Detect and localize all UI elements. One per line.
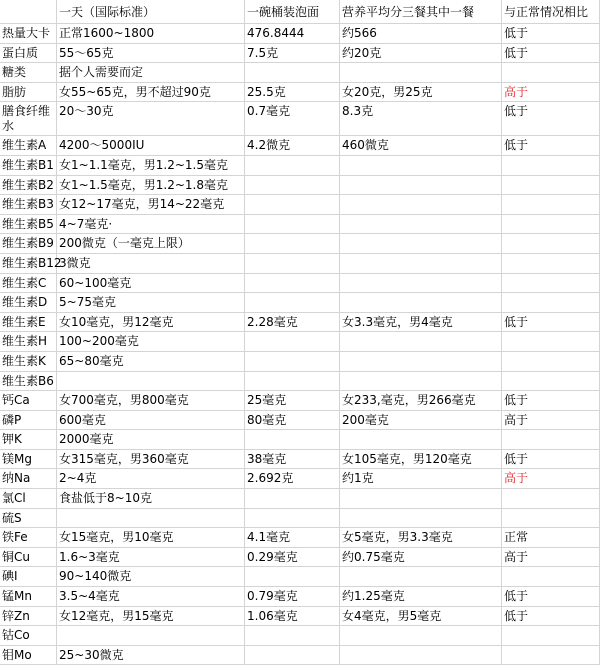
cell-1[interactable]: 女315毫克，男360毫克 <box>57 450 245 470</box>
cell-1[interactable]: 女700毫克，男800毫克 <box>57 391 245 411</box>
cell-2[interactable]: 38毫克 <box>245 450 340 470</box>
cell-2[interactable] <box>245 646 340 665</box>
cell-3[interactable]: 约1.25毫克 <box>340 587 502 607</box>
cell-1[interactable] <box>57 372 245 392</box>
cell-0[interactable]: 热量大卡 <box>0 24 57 44</box>
cell-0[interactable]: 钙Ca <box>0 391 57 411</box>
cell-4[interactable]: 正常 <box>502 528 600 548</box>
cell-1[interactable]: 55～65克 <box>57 44 245 64</box>
cell-4[interactable] <box>502 195 600 215</box>
cell-3[interactable] <box>340 646 502 665</box>
cell-1[interactable]: 女12毫克，男15毫克 <box>57 607 245 627</box>
table-row <box>0 44 600 64</box>
cell-4[interactable] <box>502 176 600 196</box>
cell-4[interactable] <box>502 63 600 83</box>
cell-1[interactable] <box>57 626 245 646</box>
cell-3[interactable] <box>340 274 502 294</box>
cell-0[interactable]: 维生素B6 <box>0 372 57 392</box>
cell-1[interactable]: 女10毫克，男12毫克 <box>57 313 245 333</box>
cell-1[interactable] <box>57 509 245 529</box>
cell-1[interactable]: 正常1600~1800 <box>57 24 245 44</box>
cell-2[interactable]: 0.29毫克 <box>245 548 340 568</box>
cell-0[interactable]: 铜Cu <box>0 548 57 568</box>
cell-4[interactable] <box>502 509 600 529</box>
cell-1[interactable]: 90~140微克 <box>57 567 245 587</box>
table-row <box>0 469 600 489</box>
cell-2[interactable]: 25毫克 <box>245 391 340 411</box>
cell-2[interactable]: 4.2微克 <box>245 136 340 156</box>
table-row <box>0 176 600 196</box>
table-row <box>0 254 600 274</box>
cell-0[interactable]: 蛋白质 <box>0 44 57 64</box>
cell-2[interactable] <box>245 234 340 254</box>
table-row <box>0 195 600 215</box>
cell-2[interactable] <box>245 176 340 196</box>
cell-3[interactable]: 约0.75毫克 <box>340 548 502 568</box>
cell-0[interactable]: 锌Zn <box>0 607 57 627</box>
cell-0[interactable]: 硫S <box>0 509 57 529</box>
cell-1[interactable]: 女15毫克，男10毫克 <box>57 528 245 548</box>
cell-1[interactable]: 100~200毫克 <box>57 332 245 352</box>
cell-1[interactable]: 4~7毫克· <box>57 215 245 235</box>
cell-1[interactable]: 2000毫克 <box>57 430 245 450</box>
header-cell-4[interactable]: 与正常情况相比 <box>502 0 600 24</box>
cell-1[interactable]: 据个人需要而定 <box>57 63 245 83</box>
cell-3[interactable] <box>340 352 502 372</box>
cell-4[interactable]: 低于 <box>502 607 600 627</box>
cell-3[interactable]: 女233,毫克，男266毫克 <box>340 391 502 411</box>
table-row <box>0 313 600 333</box>
cell-4[interactable]: 低于 <box>502 136 600 156</box>
table-row <box>0 274 600 294</box>
table-row <box>0 607 600 627</box>
cell-2[interactable]: 80毫克 <box>245 411 340 431</box>
cell-2[interactable] <box>245 254 340 274</box>
cell-3[interactable] <box>340 254 502 274</box>
cell-2[interactable] <box>245 293 340 313</box>
cell-2[interactable]: 25.5克 <box>245 83 340 103</box>
cell-4[interactable] <box>502 430 600 450</box>
table-row <box>0 83 600 103</box>
cell-2[interactable] <box>245 567 340 587</box>
cell-0[interactable]: 维生素B1 <box>0 156 57 176</box>
cell-3[interactable]: 8.3克 <box>340 102 502 136</box>
cell-4[interactable]: 低于 <box>502 102 600 136</box>
table-row <box>0 136 600 156</box>
cell-0[interactable]: 钾K <box>0 430 57 450</box>
cell-1[interactable]: 600毫克 <box>57 411 245 431</box>
cell-4[interactable] <box>502 332 600 352</box>
cell-0[interactable]: 维生素B2 <box>0 176 57 196</box>
cell-3[interactable] <box>340 63 502 83</box>
cell-4[interactable] <box>502 274 600 294</box>
cell-0[interactable]: 膳食纤维水 <box>0 102 57 136</box>
cell-1[interactable]: 3.5~4毫克 <box>57 587 245 607</box>
cell-0[interactable]: 维生素E <box>0 313 57 333</box>
cell-0[interactable]: 维生素H <box>0 332 57 352</box>
cell-3[interactable] <box>340 509 502 529</box>
cell-3[interactable] <box>340 372 502 392</box>
cell-4[interactable]: 低于 <box>502 450 600 470</box>
cell-2[interactable] <box>245 332 340 352</box>
cell-3[interactable]: 女4毫克，男5毫克 <box>340 607 502 627</box>
table-row <box>0 587 600 607</box>
header-cell-2[interactable]: 一碗桶装泡面 <box>245 0 340 24</box>
header-cell-0[interactable] <box>0 0 57 24</box>
cell-3[interactable] <box>340 293 502 313</box>
cell-2[interactable]: 7.5克 <box>245 44 340 64</box>
cell-0[interactable]: 糖类 <box>0 63 57 83</box>
cell-0[interactable]: 维生素D <box>0 293 57 313</box>
table-row <box>0 352 600 372</box>
cell-1[interactable]: 3微克 <box>57 254 245 274</box>
cell-3[interactable]: 女105毫克，男120毫克 <box>340 450 502 470</box>
cell-3[interactable]: 约20克 <box>340 44 502 64</box>
cell-2[interactable]: 0.7毫克 <box>245 102 340 136</box>
cell-1[interactable]: 200微克（一毫克上限） <box>57 234 245 254</box>
table-row <box>0 63 600 83</box>
table-row <box>0 234 600 254</box>
table-row <box>0 430 600 450</box>
table-row <box>0 528 600 548</box>
cell-1[interactable]: 25~30微克 <box>57 646 245 665</box>
cell-3[interactable] <box>340 626 502 646</box>
cell-3[interactable]: 200毫克 <box>340 411 502 431</box>
table-row <box>0 626 600 646</box>
cell-0[interactable]: 维生素A <box>0 136 57 156</box>
cell-3[interactable]: 460微克 <box>340 136 502 156</box>
cell-4[interactable] <box>502 646 600 665</box>
cell-2[interactable] <box>245 352 340 372</box>
cell-2[interactable]: 476.8444 <box>245 24 340 44</box>
cell-1[interactable]: 4200～5000IU <box>57 136 245 156</box>
cell-2[interactable] <box>245 195 340 215</box>
cell-2[interactable]: 1.06毫克 <box>245 607 340 627</box>
cell-2[interactable]: 4.1毫克 <box>245 528 340 548</box>
cell-2[interactable] <box>245 626 340 646</box>
cell-0[interactable]: 维生素K <box>0 352 57 372</box>
cell-2[interactable] <box>245 509 340 529</box>
table-row <box>0 411 600 431</box>
cell-2[interactable] <box>245 489 340 509</box>
cell-4[interactable] <box>502 293 600 313</box>
cell-3[interactable] <box>340 215 502 235</box>
table-row <box>0 24 600 44</box>
cell-1[interactable]: 20～30克 <box>57 102 245 136</box>
header-row <box>0 0 600 24</box>
cell-4[interactable]: 高于 <box>502 469 600 489</box>
cell-4[interactable]: 高于 <box>502 548 600 568</box>
cell-3[interactable] <box>340 156 502 176</box>
cell-4[interactable]: 高于 <box>502 83 600 103</box>
cell-1[interactable]: 食盐低于8~10克 <box>57 489 245 509</box>
table-row <box>0 102 600 136</box>
cell-2[interactable]: 2.692克 <box>245 469 340 489</box>
table-row <box>0 548 600 568</box>
cell-0[interactable]: 维生素C <box>0 274 57 294</box>
cell-0[interactable]: 维生素B3 <box>0 195 57 215</box>
table-row <box>0 156 600 176</box>
cell-3[interactable] <box>340 195 502 215</box>
cell-2[interactable] <box>245 63 340 83</box>
cell-3[interactable]: 约566 <box>340 24 502 44</box>
table-row <box>0 489 600 509</box>
table-row <box>0 293 600 313</box>
cell-4[interactable] <box>502 156 600 176</box>
cell-2[interactable] <box>245 372 340 392</box>
cell-1[interactable]: 女12~17毫克，男14~22毫克 <box>57 195 245 215</box>
cell-1[interactable]: 1.6~3毫克 <box>57 548 245 568</box>
cell-0[interactable]: 维生素B12 <box>0 254 57 274</box>
cell-4[interactable] <box>502 352 600 372</box>
table-row <box>0 450 600 470</box>
cell-4[interactable] <box>502 234 600 254</box>
cell-0[interactable]: 脂肪 <box>0 83 57 103</box>
cell-0[interactable]: 纳Na <box>0 469 57 489</box>
cell-3[interactable]: 女3.3毫克，男4毫克 <box>340 313 502 333</box>
cell-3[interactable]: 女5毫克，男3.3毫克 <box>340 528 502 548</box>
cell-0[interactable]: 铁Fe <box>0 528 57 548</box>
cell-3[interactable] <box>340 567 502 587</box>
cell-3[interactable] <box>340 430 502 450</box>
cell-4[interactable] <box>502 254 600 274</box>
cell-0[interactable]: 维生素B9 <box>0 234 57 254</box>
cell-0[interactable]: 锰Mn <box>0 587 57 607</box>
cell-4[interactable]: 低于 <box>502 391 600 411</box>
cell-1[interactable]: 5~75毫克 <box>57 293 245 313</box>
cell-4[interactable] <box>502 372 600 392</box>
table-row <box>0 391 600 411</box>
cell-2[interactable] <box>245 156 340 176</box>
cell-0[interactable]: 氯Cl <box>0 489 57 509</box>
table-row <box>0 567 600 587</box>
cell-1[interactable]: 女55~65克，男不超过90克 <box>57 83 245 103</box>
cell-4[interactable]: 低于 <box>502 313 600 333</box>
cell-4[interactable]: 低于 <box>502 44 600 64</box>
cell-0[interactable]: 磷P <box>0 411 57 431</box>
cell-3[interactable] <box>340 176 502 196</box>
cell-1[interactable]: 女1~1.5毫克，男1.2~1.8毫克 <box>57 176 245 196</box>
cell-3[interactable]: 约1克 <box>340 469 502 489</box>
header-cell-3[interactable]: 营养平均分三餐其中一餐 <box>340 0 502 24</box>
cell-0[interactable]: 钴Co <box>0 626 57 646</box>
cell-1[interactable]: 60~100毫克 <box>57 274 245 294</box>
cell-1[interactable]: 2~4克 <box>57 469 245 489</box>
table-row <box>0 509 600 529</box>
cell-4[interactable] <box>502 489 600 509</box>
cell-2[interactable]: 0.79毫克 <box>245 587 340 607</box>
cell-3[interactable] <box>340 332 502 352</box>
table-row <box>0 646 600 665</box>
cell-4[interactable] <box>502 626 600 646</box>
cell-2[interactable] <box>245 215 340 235</box>
cell-3[interactable]: 女20克，男25克 <box>340 83 502 103</box>
cell-1[interactable]: 65~80毫克 <box>57 352 245 372</box>
cell-0[interactable]: 镁Mg <box>0 450 57 470</box>
cell-2[interactable] <box>245 274 340 294</box>
table-row <box>0 372 600 392</box>
cell-0[interactable]: 碘I <box>0 567 57 587</box>
cell-4[interactable] <box>502 567 600 587</box>
cell-4[interactable]: 低于 <box>502 587 600 607</box>
cell-3[interactable] <box>340 489 502 509</box>
cell-3[interactable] <box>340 234 502 254</box>
cell-4[interactable]: 低于 <box>502 24 600 44</box>
cell-4[interactable] <box>502 215 600 235</box>
cell-1[interactable]: 女1~1.1毫克，男1.2~1.5毫克 <box>57 156 245 176</box>
cell-0[interactable]: 钼Mo <box>0 646 57 665</box>
header-cell-1[interactable]: 一天（国际标准） <box>57 0 245 24</box>
table-row <box>0 215 600 235</box>
cell-2[interactable] <box>245 430 340 450</box>
cell-0[interactable]: 维生素B5 <box>0 215 57 235</box>
cell-4[interactable]: 高于 <box>502 411 600 431</box>
cell-2[interactable]: 2.28毫克 <box>245 313 340 333</box>
table-row <box>0 332 600 352</box>
